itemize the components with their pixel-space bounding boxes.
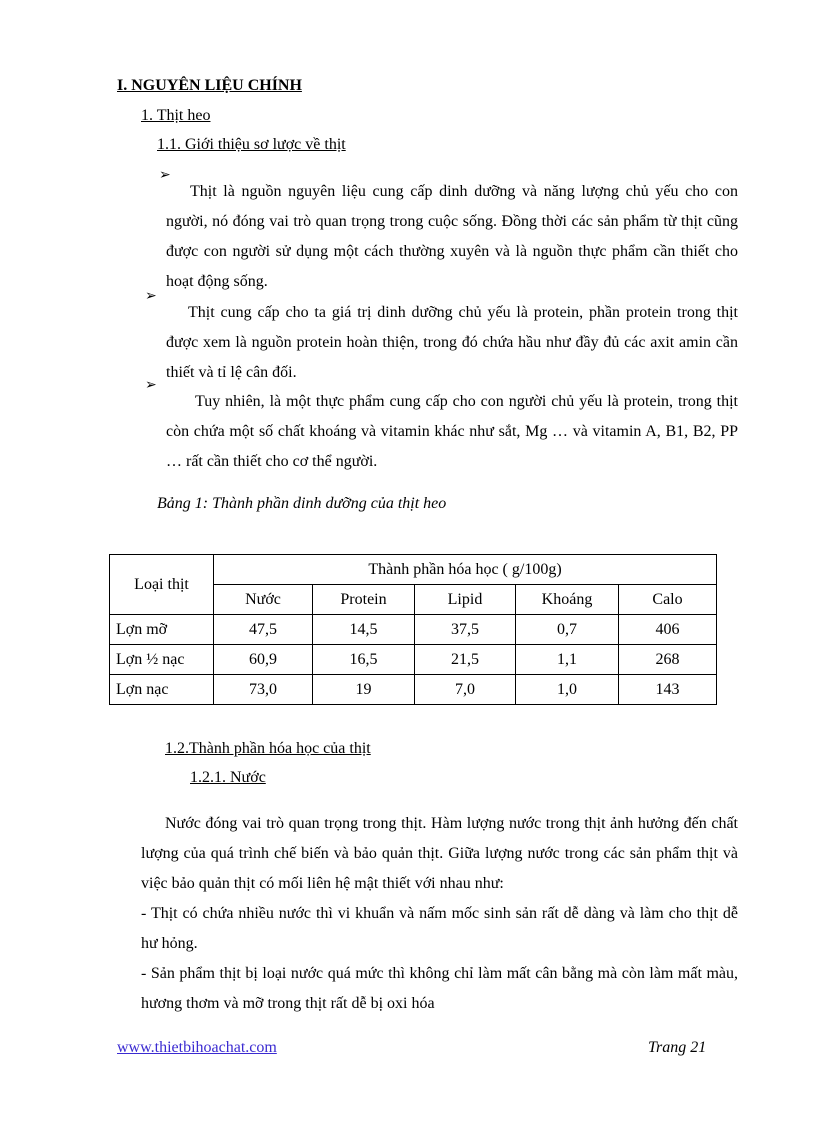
dash-list-item: - Sản phẩm thịt bị loại nước quá mức thì không chỉ làm mất cân bằng mà còn làm mất màu, hương thơm và mỡ trong thịt rất dễ bị oxi hóa [141, 965, 738, 1012]
subsubsection-2-title: 1.2.1. Nước [190, 769, 266, 786]
table-cell: 143 [619, 675, 717, 705]
arrow-bullet-icon: ➢ [145, 378, 157, 393]
table-cell: 1,0 [516, 675, 619, 705]
water-paragraph: Nước đóng vai trò quan trọng trong thịt. Hàm lượng nước trong thịt ảnh hưởng đến chất lượng của quá trình chế biến và bảo quản thịt. Giữa lượng nước trong các sản phẩm thịt và việc bảo quản thịt có mối liên hệ mật thiết với nhau như: [141, 815, 738, 892]
table-column-header: Protein [313, 585, 415, 615]
table-cell: 19 [313, 675, 415, 705]
table-cell: 7,0 [415, 675, 516, 705]
table-column-header: Lipid [415, 585, 516, 615]
table-caption: Bảng 1: Thành phần dinh dưỡng của thịt heo [157, 495, 447, 512]
table-row-label: Lợn mỡ [110, 615, 214, 645]
subsection-title: 1. Thịt heo [141, 107, 211, 124]
bullet-paragraph: Thịt là nguồn nguyên liệu cung cấp dinh dưỡng và năng lượng chủ yếu cho con người, nó đóng vai trò quan trọng trong cuộc sống. Đồng thời các sản phẩm từ thịt cũng được con người sử dụng một cách thường xuyên và là nguồn thực phẩm cần thiết cho hoạt động sống. [166, 183, 738, 290]
table-cell: 47,5 [214, 615, 313, 645]
bullet-paragraph: Thịt cung cấp cho ta giá trị dinh dưỡng chủ yếu là protein, phần protein trong thịt được xem là nguồn protein hoàn thiện, trong đó chứa hầu như đầy đủ các axit amin cần thiết và tỉ lệ cân đối. [166, 304, 738, 381]
table-row [110, 615, 717, 645]
section-title: I. NGUYÊN LIỆU CHÍNH [117, 77, 302, 94]
table-row-header: Loại thịt [110, 555, 214, 615]
nutrition-table [109, 554, 717, 705]
arrow-bullet-icon: ➢ [159, 168, 171, 183]
subsubsection-title: 1.1. Giới thiệu sơ lược về thịt [157, 136, 346, 153]
table-cell: 16,5 [313, 645, 415, 675]
table-cell: 406 [619, 615, 717, 645]
table-cell: 21,5 [415, 645, 516, 675]
table-cell: 37,5 [415, 615, 516, 645]
footer-page-number: Trang 21 [648, 1039, 707, 1056]
table-column-header: Nước [214, 585, 313, 615]
footer-website-link[interactable]: www.thietbihoachat.com [117, 1039, 277, 1056]
table-cell: 0,7 [516, 615, 619, 645]
table-column-header: Khoáng [516, 585, 619, 615]
subsection-2-title: 1.2.Thành phần hóa học của thịt [165, 740, 371, 757]
table-cell: 1,1 [516, 645, 619, 675]
table-column-header: Calo [619, 585, 717, 615]
table-cell: 268 [619, 645, 717, 675]
table-group-header: Thành phần hóa học ( g/100g) [214, 555, 717, 585]
table-row-label: Lợn ½ nạc [110, 645, 214, 675]
table-cell: 14,5 [313, 615, 415, 645]
table-row-label: Lợn nạc [110, 675, 214, 705]
table-row [110, 675, 717, 705]
dash-list-item: - Thịt có chứa nhiều nước thì vi khuẩn và nấm mốc sinh sản rất dễ dàng và làm cho thịt dễ hư hỏng. [141, 905, 738, 952]
arrow-bullet-icon: ➢ [145, 289, 157, 304]
bullet-paragraph: Tuy nhiên, là một thực phẩm cung cấp cho con người chủ yếu là protein, trong thịt còn chứa một số chất khoáng và vitamin khác như sắt, Mg … và vitamin A, B1, B2, PP … rất cần thiết cho cơ thể người. [166, 393, 738, 470]
table-cell: 73,0 [214, 675, 313, 705]
table-cell: 60,9 [214, 645, 313, 675]
table-row [110, 645, 717, 675]
